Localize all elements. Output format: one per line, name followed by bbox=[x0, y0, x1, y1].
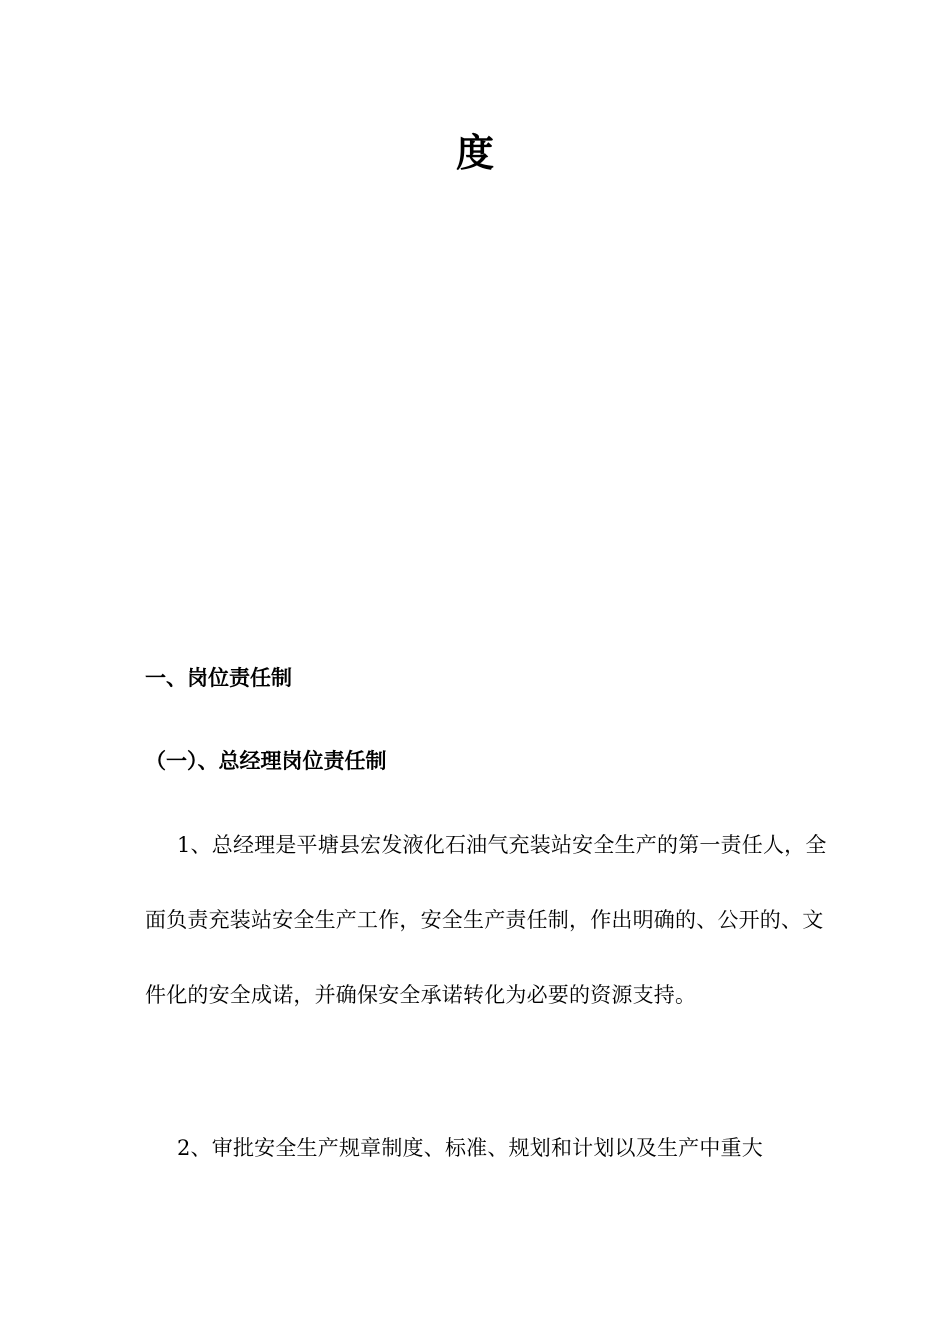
page-title: 度 bbox=[455, 130, 494, 175]
paragraph-1: 1、总经理是平塘县宏发液化石油气充装站安全生产的第一责任人，全面负责充装站安全生产工作，安全生产责任制，作出明确的、公开的、文件化的安全成诺，并确保安全承诺转化为必要的资源支持。 bbox=[145, 833, 827, 1007]
section-heading: 一、岗位责任制 bbox=[145, 665, 292, 690]
paragraph-2: 2、审批安全生产规章制度、标准、规划和计划以及生产中重大 bbox=[177, 1136, 763, 1160]
subsection-heading: （一）、总经理岗位责任制 bbox=[145, 748, 387, 773]
